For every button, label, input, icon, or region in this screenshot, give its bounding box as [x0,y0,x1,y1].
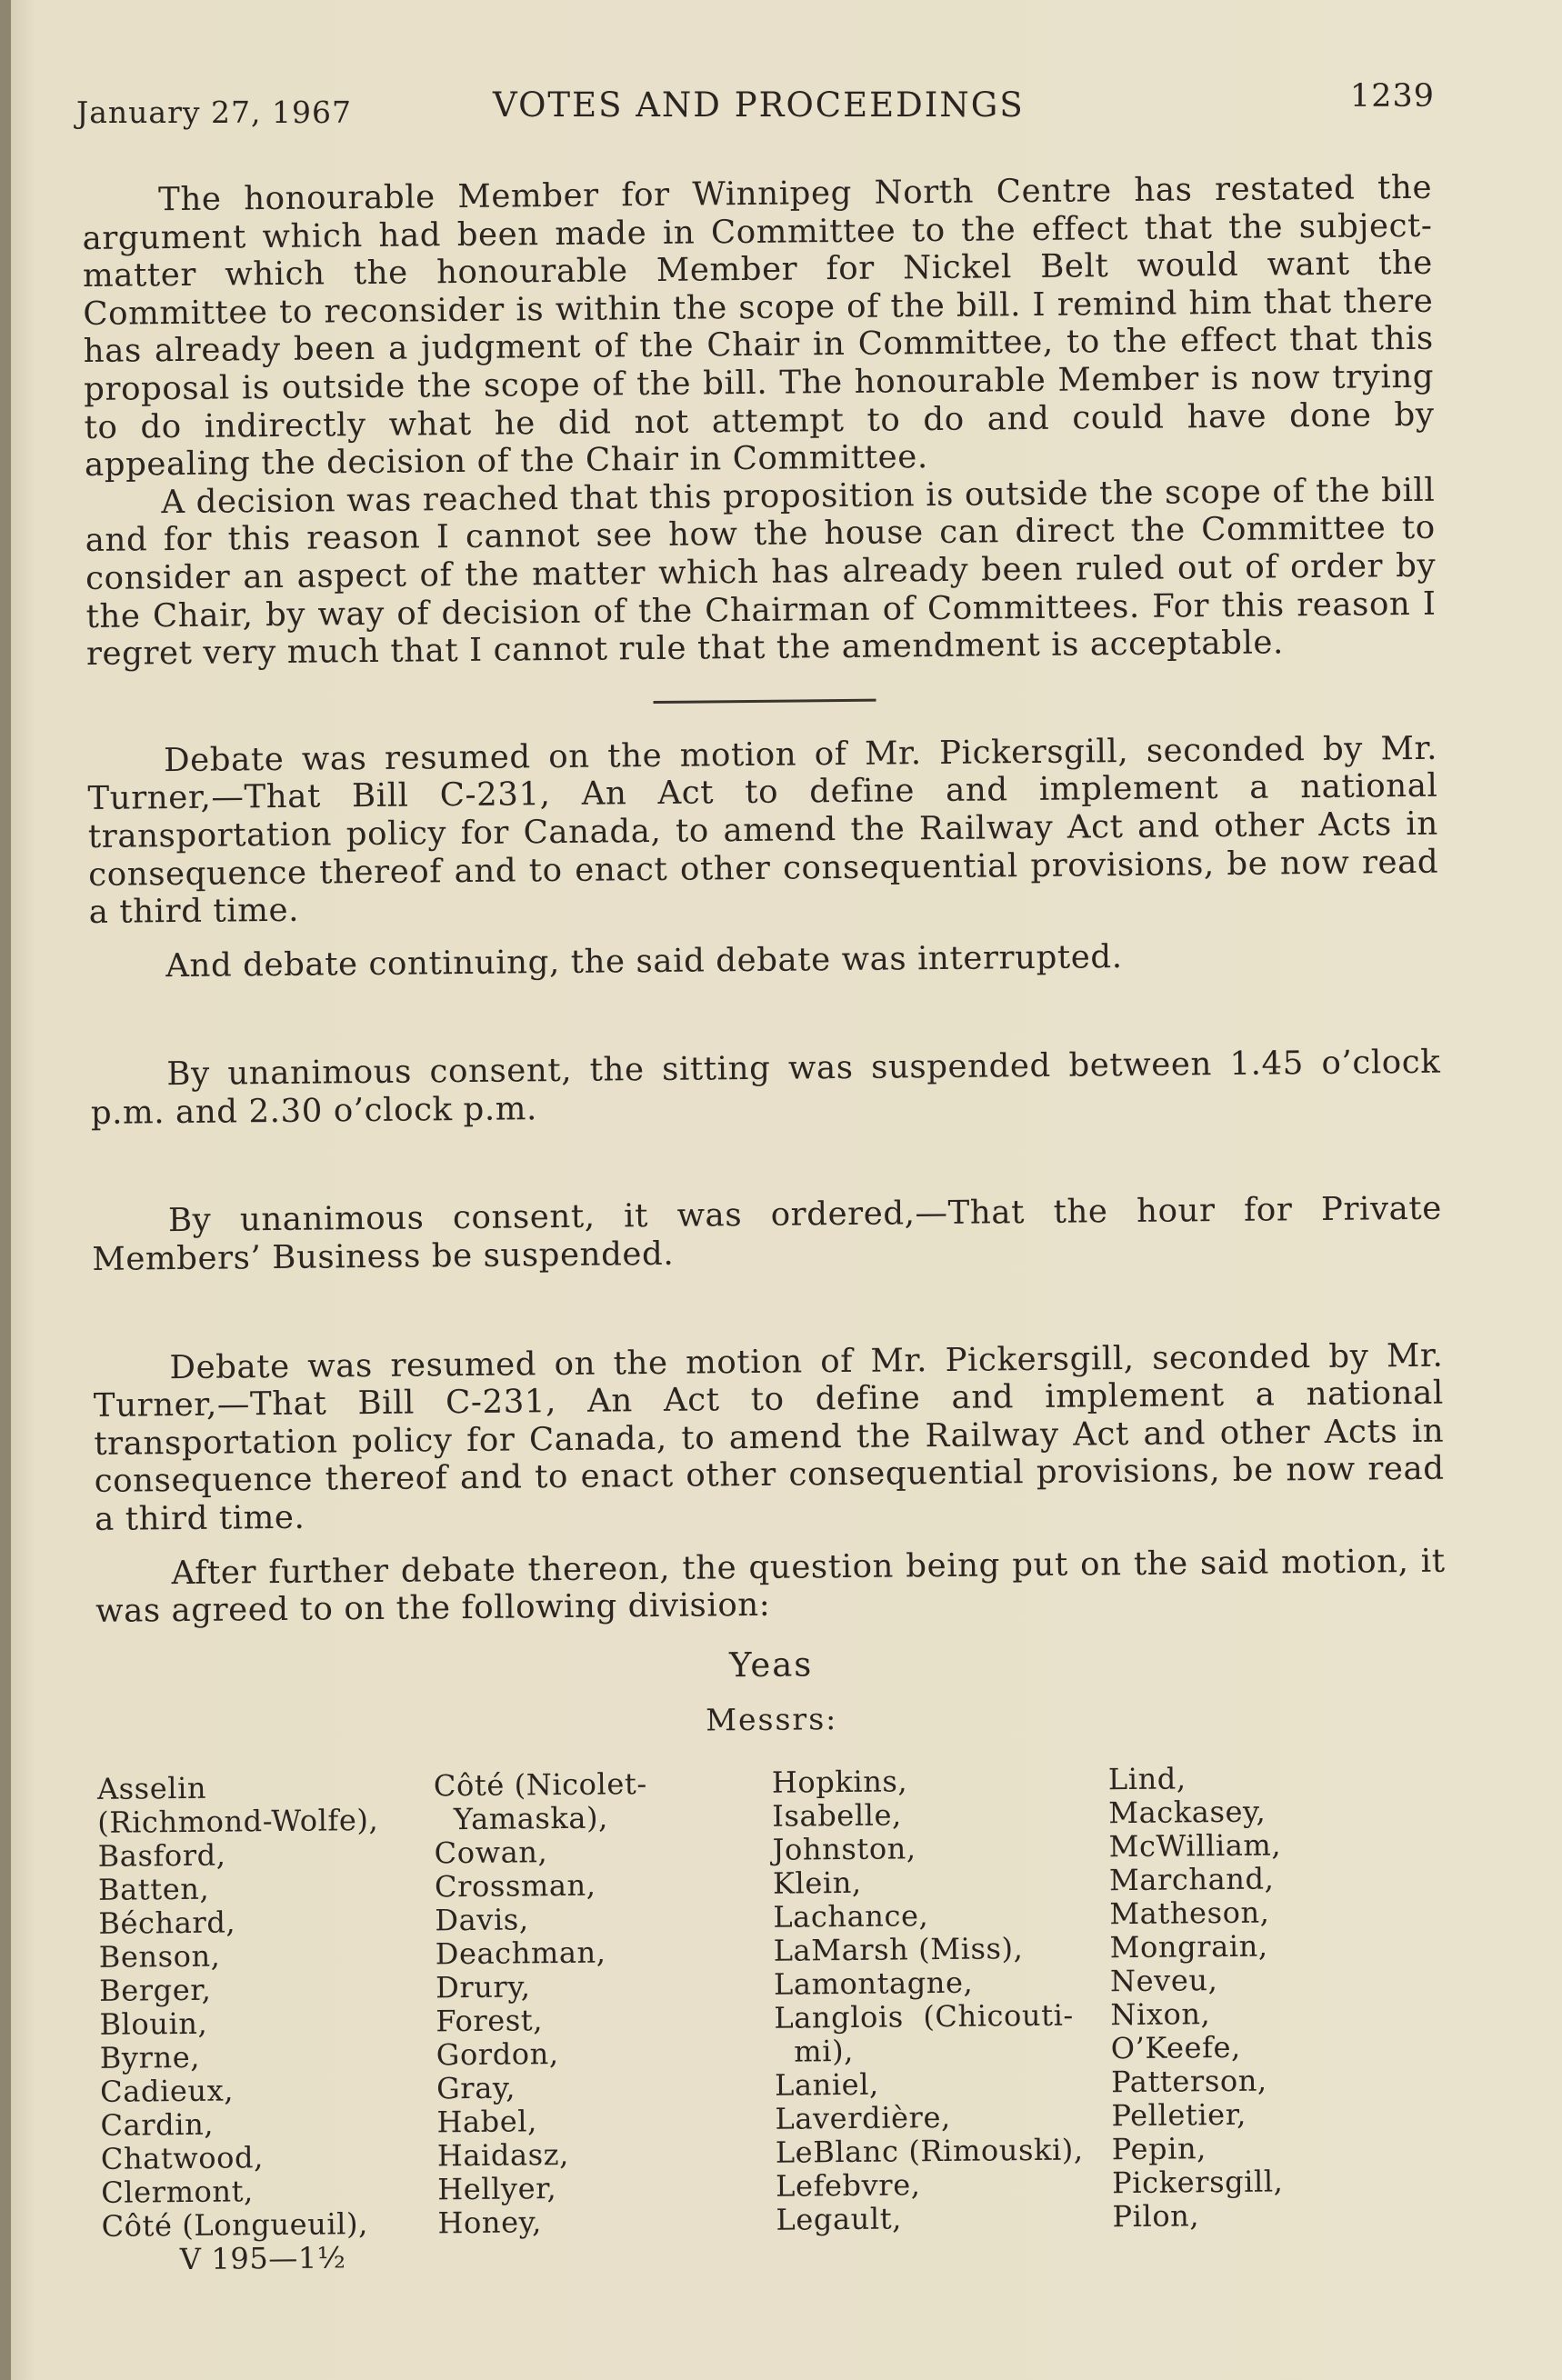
yeas-name-list [97,1760,1452,2244]
member-name: mi), [774,2033,855,2069]
member-name: Crossman, [434,1867,596,1905]
member-name: Pelletier, [1111,2096,1247,2134]
member-name: Mongrain, [1109,1928,1268,1965]
member-name: (Richmond-Wolfe), [97,1802,379,1840]
member-name: Asselin [96,1770,207,1806]
member-name: Cardin, [100,2106,215,2143]
member-name: Chatwood, [100,2140,265,2176]
member-name: Clermont, [101,2174,255,2210]
member-name: Cadieux, [99,2073,235,2109]
paragraph-debate-interrupted: And debate continuing, the said debate was interrupted. [165,937,1123,985]
member-name: Hopkins, [771,1764,908,1800]
member-name: Pilon, [1112,2198,1200,2235]
name-column-2 [434,1766,776,2241]
paragraph-decision: A decision was reached that this proposition is outside the scope of the bill and for this reason I cannot see how the house can direct the Committee to consider an aspect of the matter which has already been ruled out of order by the Chair, by way of decision of the Chairman of Committees. For this reason I regret very much that I cannot rule that the amendment is acceptable. [85,471,1437,674]
member-name: Batten, [97,1871,210,1907]
member-name: Mackasey, [1108,1794,1267,1831]
member-name: Davis, [435,1902,529,1938]
member-name: O’Keefe, [1110,2029,1242,2066]
member-name: Lamontagne, [773,1965,974,2002]
page-number: 1239 [1349,78,1435,115]
member-name: Legault, [776,2201,903,2237]
messrs-heading-text: Messrs: [706,1701,838,1738]
member-name: Johnston, [772,1831,916,1867]
member-name: Laverdière, [775,2099,951,2136]
member-name: Pickersgill, [1111,2164,1284,2201]
paragraph-speaker-ruling: The honourable Member for Winnipeg North Centre has restated the argument which had been made in Committee to the effect that the subject-matter which the honourable Member for Nickel Belt would want the Committee to reconsider is within the scope of the bill. I remind him that there has already been a judgment of the Chair in Committee, to the effect that this proposal is outside the scope of the bill. The honourable Member is now trying to do indirectly what he did not attempt to do and could have done by appealing the decision of the Chair in Committee. [82,168,1435,485]
member-name: Neveu, [1109,1963,1218,1999]
yeas-heading-text: Yeas [728,1645,814,1685]
member-name: Lachance, [773,1898,929,1935]
paragraph-division-intro: After further debate thereon, the question being put on the said motion, it was agreed to on the following division: [95,1542,1446,1631]
paragraph-private-members-business: By unanimous consent, it was ordered,—That the hour for Private Members’ Business be suspended. [92,1190,1443,1279]
member-name: Nixon, [1110,1996,1211,2033]
section-divider [86,660,1437,742]
member-name: Côté (Nicolet- [433,1766,648,1804]
member-name: LeBlanc (Rimouski), [775,2132,1084,2170]
signature-mark: V 195—1½ [179,2240,346,2277]
member-name: Cowan, [434,1835,548,1871]
paragraph-sitting-suspended: By unanimous consent, the sitting was suspended between 1.45 o’clock p.m. and 2.30 o’clock p.m. [90,1043,1441,1132]
member-name: Drury, [435,1969,531,2005]
member-name: Klein, [772,1865,862,1901]
member-name: Benson, [98,1938,221,1975]
member-name: Marchand, [1108,1861,1275,1898]
member-name: Yamaska), [434,1800,609,1837]
member-name: Deachman, [435,1935,606,1972]
member-name: Côté (Longueuil), [101,2206,369,2244]
member-name: Honey, [437,2205,543,2241]
header-date: January 27, 1967 [76,95,352,130]
name-column-1 [97,1769,438,2244]
member-name: Blouin, [99,2005,208,2042]
member-name: Patterson, [1110,2063,1267,2100]
member-name: Forest, [436,2003,544,2039]
member-name: Matheson, [1109,1895,1270,1932]
member-name: Habel, [436,2104,538,2140]
member-name: Hellyer, [437,2171,557,2207]
member-name: Lind, [1107,1761,1187,1797]
member-name: Laniel, [774,2066,880,2103]
member-name: LaMarsh (Miss), [773,1931,1024,1968]
member-name: Lefebvre, [776,2167,921,2204]
member-name: Isabelle, [772,1797,903,1834]
member-name: Berger, [98,1972,212,2008]
document-body [82,169,1452,2277]
name-column-4 [1108,1760,1386,2234]
member-name: Byrne, [99,2039,201,2075]
page-header [76,78,1435,133]
member-name: Gray, [436,2070,516,2106]
paragraph-debate-resumed-2: Debate was resumed on the motion of Mr. Pickersgill, seconded by Mr. Turner,—That Bill C-231, An Act to define and implement a national transportation policy for Canada, to amend the Railway Act and other Acts in consequence thereof and to enact other consequential provisions, be now read a third time. [93,1336,1445,1538]
member-name: Haidasz, [436,2136,570,2174]
member-name: McWilliam, [1108,1827,1282,1865]
member-name: Pepin, [1111,2131,1207,2167]
paragraph-debate-resumed-1: Debate was resumed on the motion of Mr. Pickersgill, seconded by Mr. Turner,—That Bill C-231, An Act to define and implement a national transportation policy for Canada, to amend the Railway Act and other Acts in consequence thereof and to enact other consequential provisions, be now read a third time. [87,729,1439,932]
member-name: Gordon, [436,2036,559,2073]
page-spine-edge [0,0,11,2380]
member-name: Langlois (Chicouti- [774,1997,1075,2035]
member-name: Béchard, [98,1905,236,1941]
header-title: VOTES AND PROCEEDINGS [493,85,1025,125]
name-column-3 [772,1763,1113,2237]
member-name: Basford, [97,1837,226,1874]
